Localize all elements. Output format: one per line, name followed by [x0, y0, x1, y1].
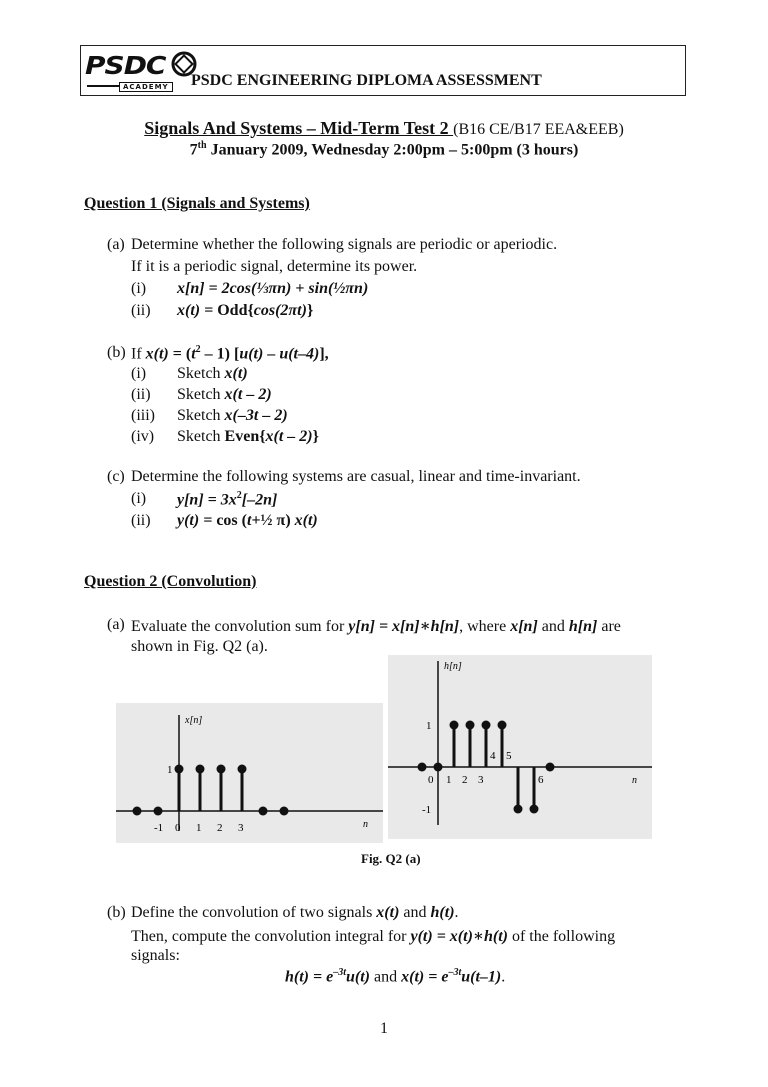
a-ii-close: }: [306, 302, 314, 319]
y-axis-label: x[n]: [185, 715, 203, 726]
q2-b-line2: [131, 926, 685, 946]
b-item-word: Sketch: [177, 428, 225, 445]
b-expr1: x(t): [145, 345, 169, 363]
x-tick-label: -1: [154, 822, 164, 834]
eq1sup: –3t: [333, 967, 346, 978]
q2-a-label: (a): [107, 616, 125, 633]
stem-marker: [434, 763, 443, 772]
y-tick-label: -1: [422, 804, 432, 816]
b-item-word: Sketch: [177, 365, 225, 382]
c-i-a: y[n] = 3x: [177, 491, 237, 509]
q1-b-item-num: (ii): [131, 386, 151, 403]
q1-b-item: [177, 386, 272, 404]
logo-text: PSDC: [85, 50, 166, 81]
b-item-word: Sketch: [177, 386, 225, 403]
c-ii-a: y(t) =: [177, 512, 217, 529]
b-item-expr: x(t – 2): [265, 428, 313, 445]
test-title-main: Signals And Systems – Mid-Term Test 2: [144, 118, 454, 138]
psdc-logo: [85, 49, 195, 93]
test-date: [0, 140, 768, 159]
q2-b-line1c: and: [399, 904, 431, 921]
q1-b-item: [177, 428, 319, 446]
q2-b-label: (b): [107, 904, 126, 921]
b-sup: 2: [195, 344, 201, 355]
b-item-expr: x(t): [224, 365, 248, 382]
x-tick-label: 3: [478, 774, 484, 786]
q2-heading: Question 2 (Convolution): [84, 573, 257, 590]
q2-a-text1: Evaluate the convolution sum for: [131, 618, 349, 635]
stem-marker: [450, 721, 459, 730]
b-expr5: ],: [319, 345, 329, 363]
q2-a-expr2: x[n]: [510, 618, 538, 635]
x-axis-label: n: [363, 819, 368, 830]
stem-marker: [498, 721, 507, 730]
a-ii-odd: Odd{: [217, 302, 254, 319]
header-title: PSDC ENGINEERING DIPLOMA ASSESSMENT: [191, 72, 542, 89]
b-item-expr: x(–3t – 2): [224, 407, 288, 424]
q2-a-line2: shown in Fig. Q2 (a).: [131, 638, 268, 655]
q2-a-text3: and: [537, 618, 569, 635]
q1-b-item: [177, 365, 248, 383]
x-tick-label: 0: [175, 822, 181, 834]
stem-marker: [482, 721, 491, 730]
y-tick-label: 1: [426, 720, 432, 732]
stem-marker: [546, 763, 555, 772]
q1-b-label: (b): [107, 344, 126, 361]
x-axis-label: n: [632, 775, 637, 786]
logo-sub: ACADEMY: [119, 82, 173, 92]
q1-b-item: [177, 407, 288, 425]
q1-a-label: (a): [107, 236, 125, 253]
q2-b-equation: [285, 967, 505, 986]
q1-c-i-num: (i): [131, 490, 147, 507]
stem-marker: [217, 765, 226, 774]
b-t: t: [191, 345, 196, 363]
b-expr3: – 1) [: [200, 345, 240, 363]
q1-b-item-num: (i): [131, 365, 147, 382]
stem-marker: [259, 807, 268, 816]
stem-marker: [418, 763, 427, 772]
b-item-expr: x(t – 2): [224, 386, 272, 403]
q1-heading: Question 1 (Signals and Systems): [84, 195, 310, 212]
stem-marker: [196, 765, 205, 774]
page-number: 1: [380, 1020, 388, 1037]
stem-marker: [133, 807, 142, 816]
b-item-post: }: [312, 428, 319, 445]
c-ii-d: +½ π): [251, 512, 295, 529]
q2-b-line3: signals:: [131, 947, 180, 964]
q2-b-line1: [131, 904, 459, 922]
figure-x-n: [116, 703, 383, 843]
q2-b-line1b: x(t): [376, 904, 400, 921]
stem-marker: [238, 765, 247, 774]
header-box: [80, 45, 686, 96]
c-i-sup: 2: [236, 490, 242, 501]
stem-marker: [466, 721, 475, 730]
test-groups: (B16 CE/B17 EEA&EEB): [453, 121, 624, 138]
c-i-b: [–2n]: [241, 491, 278, 509]
q1-c-label: (c): [107, 468, 125, 485]
test-title: [0, 118, 768, 139]
x-tick-label: 0: [428, 774, 434, 786]
q2-a-text4: are: [597, 618, 621, 635]
q1-b-line: [131, 344, 329, 363]
x-tick-label: 3: [238, 822, 244, 834]
a-ii-pre: x(t) =: [177, 302, 218, 319]
c-ii-c: t: [246, 512, 252, 529]
q1-a-ii-num: (ii): [131, 302, 151, 319]
x-tick-label: 5: [506, 750, 512, 762]
fig-caption: Fig. Q2 (a): [361, 851, 421, 866]
figure-h-n: [388, 655, 652, 839]
stem-marker: [514, 805, 523, 814]
q1-b-item-num: (iv): [131, 428, 155, 445]
q1-a-ii-expr: [177, 302, 313, 320]
date-day: 7: [189, 141, 198, 159]
q1-c-ii-expr: [177, 512, 318, 530]
q2-a-text2: , where: [459, 618, 511, 635]
q2-a-expr1: y[n] = x[n]∗h[n]: [348, 618, 460, 635]
q2-a-line1: [131, 616, 685, 636]
eq-end: .: [501, 968, 506, 986]
x-tick-label: 1: [196, 822, 202, 834]
q2-b-line2a: Then, compute the convolution integral for: [131, 928, 411, 945]
y-axis-label: h[n]: [444, 661, 462, 672]
q2-b-line1d: h(t): [430, 904, 455, 921]
q2-a-expr3: h[n]: [568, 618, 598, 635]
x-tick-label: 1: [446, 774, 452, 786]
date-rest: January 2009, Wednesday 2:00pm – 5:00pm (3 hours): [206, 141, 579, 159]
date-sup: th: [197, 140, 207, 151]
q1-a-line2: If it is a periodic signal, determine its power.: [131, 258, 418, 275]
b-item-word: Sketch: [177, 407, 225, 424]
eq2a: x(t) = e: [401, 968, 449, 986]
stem-marker: [154, 807, 163, 816]
eq2sup: –3t: [448, 967, 462, 978]
q2-b-line1e: .: [454, 904, 459, 921]
c-ii-e: x(t): [294, 512, 318, 529]
x-tick-label: 6: [538, 774, 544, 786]
c-ii-b: cos (: [216, 512, 247, 529]
q2-b-line2b: y(t) = x(t)∗h(t): [410, 928, 508, 945]
stem-marker: [530, 805, 539, 814]
x-tick-label: 4: [490, 750, 496, 762]
q1-a-i-num: (i): [131, 280, 147, 297]
eq1b: u(t): [346, 968, 370, 986]
eq2b: u(t–1): [461, 968, 502, 986]
b-expr2: = (: [168, 345, 192, 363]
q1-a-line1: Determine whether the following signals are periodic or aperiodic.: [131, 236, 558, 253]
stem-marker: [175, 765, 184, 774]
eq1a: h(t) = e: [285, 968, 334, 986]
stem-marker: [280, 807, 289, 816]
q2-b-line2c: of the following: [507, 928, 616, 945]
q1-c-i-expr: [177, 490, 277, 509]
q1-b-item-num: (iii): [131, 407, 155, 424]
y-tick-label: 1: [167, 764, 173, 776]
b-expr4: u(t) – u(t–4): [239, 345, 320, 363]
q1-c-line1: Determine the following systems are casual, linear and time-invariant.: [131, 468, 581, 485]
a-ii-expr: cos(2πt): [253, 302, 307, 319]
b-item-pre: Even{: [224, 428, 266, 445]
q1-a-i-expr: x[n] = 2cos(⅓πn) + sin(½πn): [177, 280, 369, 297]
eq-and: and: [370, 968, 402, 986]
x-tick-label: 2: [462, 774, 468, 786]
q1-c-ii-num: (ii): [131, 512, 151, 529]
x-tick-label: 2: [217, 822, 223, 834]
b-if: If: [131, 345, 146, 363]
q2-b-line1a: Define the convolution of two signals: [131, 904, 377, 921]
